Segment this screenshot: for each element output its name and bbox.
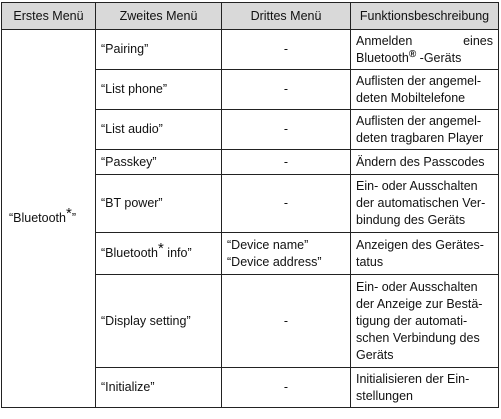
second-menu-cell: “Display setting” bbox=[96, 275, 222, 368]
description-cell bbox=[351, 175, 499, 233]
third-menu-cell: - bbox=[222, 150, 351, 175]
footnote-star: * bbox=[157, 240, 164, 257]
description-line: Anmelden eines bbox=[356, 33, 493, 48]
first-menu-label-close: ” bbox=[71, 211, 76, 225]
second-menu-cell: “List phone” bbox=[96, 70, 222, 110]
second-menu-cell bbox=[96, 233, 222, 275]
description-line: tatus bbox=[356, 254, 384, 269]
third-menu-device-name: “Device name” bbox=[227, 237, 309, 252]
description-cell bbox=[351, 233, 499, 275]
third-menu-cell bbox=[222, 233, 351, 275]
description-line: Initialisieren der Ein- bbox=[356, 371, 470, 386]
description-cell bbox=[351, 275, 499, 368]
description-line: der Anzeige zur Bestä- bbox=[356, 296, 483, 311]
description-cell bbox=[351, 368, 499, 408]
description-line: Bluetooth bbox=[356, 50, 409, 65]
description-cell bbox=[351, 70, 499, 110]
header-third-menu: Drittes Menü bbox=[222, 3, 351, 30]
header-first-menu: Erstes Menü bbox=[2, 3, 96, 30]
description-line: deten tragbaren Player bbox=[356, 130, 484, 145]
third-menu-cell: - bbox=[222, 368, 351, 408]
second-menu-label: “Bluetooth bbox=[101, 246, 158, 260]
registered-mark: ® bbox=[408, 48, 417, 60]
second-menu-cell: “List audio” bbox=[96, 110, 222, 150]
description-line: schen Verbindung des bbox=[356, 330, 480, 345]
menu-table bbox=[1, 2, 499, 408]
third-menu-cell: - bbox=[222, 175, 351, 233]
description-line: tigung der automati- bbox=[356, 313, 468, 328]
description-line: der automatischen Ver- bbox=[356, 196, 486, 210]
description-line: -Geräts bbox=[416, 50, 462, 65]
description-line: Ein- oder Ausschalten bbox=[356, 279, 478, 294]
description-line: Auflisten der angemel- bbox=[356, 73, 482, 88]
description-line: bindung des Geräts bbox=[356, 213, 466, 227]
header-second-menu: Zweites Menü bbox=[96, 3, 222, 30]
third-menu-device-address: “Device address” bbox=[227, 254, 322, 269]
third-menu-cell: - bbox=[222, 30, 351, 70]
description-line: Auflisten der angemel- bbox=[356, 113, 482, 128]
second-menu-cell: “Initialize” bbox=[96, 368, 222, 408]
header-function-description: Funktionsbeschreibung bbox=[351, 3, 499, 30]
description-line: Ändern des Passcodes bbox=[356, 154, 485, 169]
table-row-pairing bbox=[2, 30, 499, 70]
first-menu-cell bbox=[2, 30, 96, 408]
description-line: Geräts bbox=[356, 347, 394, 362]
third-menu-cell: - bbox=[222, 70, 351, 110]
description-line: Ein- oder Ausschalten bbox=[356, 179, 478, 193]
header-row bbox=[2, 3, 499, 30]
second-menu-cell: “BT power” bbox=[96, 175, 222, 233]
third-menu-cell: - bbox=[222, 110, 351, 150]
third-menu-cell: - bbox=[222, 275, 351, 368]
footnote-star: * bbox=[65, 205, 72, 222]
description-cell bbox=[351, 110, 499, 150]
first-menu-label: “Bluetooth bbox=[9, 211, 66, 225]
second-menu-cell: “Passkey” bbox=[96, 150, 222, 175]
description-line: Anzeigen des Gerätes- bbox=[356, 237, 484, 252]
description-line: deten Mobiltelefone bbox=[356, 90, 466, 105]
description-cell bbox=[351, 30, 499, 70]
description-line: stellungen bbox=[356, 388, 413, 403]
second-menu-label-suffix: info” bbox=[163, 246, 192, 260]
description-cell bbox=[351, 150, 499, 175]
second-menu-cell: “Pairing” bbox=[96, 30, 222, 70]
